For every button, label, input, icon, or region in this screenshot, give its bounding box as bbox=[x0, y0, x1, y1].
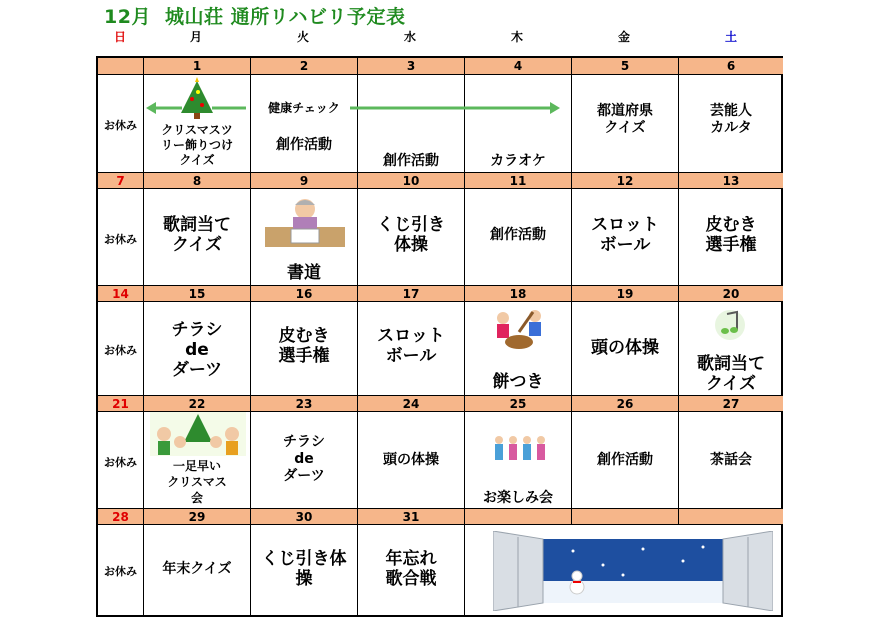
event-line: クイズ bbox=[604, 119, 646, 136]
date-cell: 1 bbox=[144, 58, 251, 75]
date-cell: 31 bbox=[358, 509, 465, 525]
weekday-wed: 水 bbox=[403, 30, 416, 44]
event-cell bbox=[144, 525, 251, 615]
date-cell: 3 bbox=[358, 58, 465, 75]
event-line: ダーツ bbox=[283, 468, 325, 484]
event-line: クイズ bbox=[706, 374, 756, 394]
event-cell bbox=[358, 412, 465, 509]
event-title: 頭の体操 bbox=[591, 338, 659, 358]
closed-label: お休み bbox=[104, 119, 137, 132]
date-cell: 27 bbox=[679, 396, 783, 412]
date-cell: 23 bbox=[251, 396, 358, 412]
event-line: ボール bbox=[385, 346, 437, 367]
date-cell: 16 bbox=[251, 286, 358, 302]
event-cell bbox=[144, 75, 251, 173]
mochi-pounding-icon bbox=[489, 308, 549, 352]
event-title: 書道 bbox=[287, 263, 321, 283]
date-cell: 9 bbox=[251, 173, 358, 189]
date-cell: 7 bbox=[98, 173, 144, 189]
date-cell: 14 bbox=[98, 286, 144, 302]
closed-label: お休み bbox=[104, 565, 137, 578]
health-check-label: 健康チェック bbox=[268, 101, 340, 115]
closed-cell bbox=[98, 525, 144, 615]
closed-cell bbox=[98, 189, 144, 286]
event-line: de bbox=[294, 451, 314, 467]
event-line: 歌合戦 bbox=[385, 569, 437, 590]
event-cell bbox=[144, 302, 251, 396]
date-cell: 29 bbox=[144, 509, 251, 525]
event-line: クイズ bbox=[179, 153, 215, 167]
date-cell bbox=[572, 509, 679, 525]
date-cell: 8 bbox=[144, 173, 251, 189]
weekday-sun: 日 bbox=[113, 30, 126, 44]
closed-cell bbox=[98, 302, 144, 396]
date-cell: 18 bbox=[465, 286, 572, 302]
image-cell bbox=[465, 525, 783, 615]
date-cell: 26 bbox=[572, 396, 679, 412]
event-line: リー飾りつけ bbox=[160, 138, 233, 152]
event-line: de bbox=[185, 340, 209, 360]
date-cell: 5 bbox=[572, 58, 679, 75]
event-cell bbox=[679, 412, 783, 509]
event-line: クリスマス bbox=[167, 475, 227, 489]
event-cell bbox=[572, 302, 679, 396]
page-title bbox=[104, 2, 406, 29]
event-line: 皮むき bbox=[278, 326, 330, 346]
event-title: 創作活動 bbox=[276, 137, 332, 153]
event-line: 芸能人 bbox=[710, 103, 752, 119]
event-title: 創作活動 bbox=[597, 452, 653, 468]
event-cell bbox=[465, 189, 572, 286]
weekday-tue: 火 bbox=[296, 30, 309, 44]
winter-window-icon bbox=[493, 531, 773, 611]
month-label: 12月 bbox=[104, 6, 151, 28]
date-cell: 13 bbox=[679, 173, 783, 189]
event-cell bbox=[465, 412, 572, 509]
event-line: くじ引き bbox=[377, 215, 445, 235]
event-line: チラシ bbox=[283, 434, 325, 450]
event-line: スロット bbox=[591, 215, 659, 235]
event-title: 創作活動 bbox=[383, 153, 439, 169]
event-line: カルタ bbox=[710, 119, 752, 136]
event-cell bbox=[251, 525, 358, 615]
date-cell: 10 bbox=[358, 173, 465, 189]
event-line: 歌詞当て bbox=[697, 354, 765, 374]
event-cell bbox=[679, 302, 783, 396]
event-title: お楽しみ会 bbox=[483, 490, 553, 506]
event-line: 一足早い bbox=[172, 459, 221, 473]
event-line: 選手権 bbox=[278, 346, 330, 367]
event-cell bbox=[465, 302, 572, 396]
date-cell: 15 bbox=[144, 286, 251, 302]
music-note-icon bbox=[715, 308, 745, 342]
date-cell: 2 bbox=[251, 58, 358, 75]
closed-cell bbox=[98, 75, 144, 173]
event-cell bbox=[251, 75, 358, 173]
date-cell bbox=[465, 509, 572, 525]
date-cell: 21 bbox=[98, 396, 144, 412]
event-title: 年末クイズ bbox=[162, 561, 232, 577]
date-cell: 30 bbox=[251, 509, 358, 525]
calligraphy-icon bbox=[265, 195, 345, 251]
event-cell bbox=[144, 412, 251, 509]
event-line: 都道府県 bbox=[597, 103, 653, 119]
event-line: 会 bbox=[190, 491, 203, 505]
event-line: くじ引き体 bbox=[261, 549, 347, 569]
event-line: クイズ bbox=[172, 235, 222, 256]
event-cell bbox=[358, 75, 465, 173]
event-line: 操 bbox=[295, 569, 313, 590]
closed-label: お休み bbox=[104, 233, 137, 246]
event-cell bbox=[251, 412, 358, 509]
event-title: カラオケ bbox=[490, 153, 546, 169]
date-cell bbox=[679, 509, 783, 525]
event-title: 茶話会 bbox=[710, 452, 752, 468]
event-cell bbox=[465, 75, 572, 173]
date-cell bbox=[98, 58, 144, 75]
event-cell bbox=[572, 412, 679, 509]
event-line: 皮むき bbox=[705, 215, 757, 235]
event-cell bbox=[679, 75, 783, 173]
event-cell bbox=[144, 189, 251, 286]
date-cell: 4 bbox=[465, 58, 572, 75]
event-cell bbox=[251, 189, 358, 286]
date-cell: 24 bbox=[358, 396, 465, 412]
date-cell: 19 bbox=[572, 286, 679, 302]
event-line: 体操 bbox=[394, 235, 428, 256]
event-title: 創作活動 bbox=[490, 227, 546, 243]
closed-cell bbox=[98, 412, 144, 509]
event-cell bbox=[358, 525, 465, 615]
right-arrow-icon bbox=[350, 101, 560, 115]
date-cell: 20 bbox=[679, 286, 783, 302]
closed-label: お休み bbox=[104, 344, 137, 357]
dancers-icon bbox=[491, 434, 547, 474]
event-line: ダーツ bbox=[171, 360, 223, 380]
schedule-title: 通所リハビリ予定表 bbox=[230, 6, 406, 28]
event-line: ボール bbox=[599, 235, 651, 256]
weekday-thu: 木 bbox=[510, 30, 523, 44]
event-cell bbox=[572, 75, 679, 173]
event-line: チラシ bbox=[171, 320, 223, 340]
left-arrow-icon bbox=[146, 101, 246, 115]
schedule-calendar bbox=[96, 56, 783, 617]
facility-name: 城山荘 bbox=[164, 6, 224, 28]
date-cell: 17 bbox=[358, 286, 465, 302]
event-title: 餅つき bbox=[492, 372, 544, 392]
event-line: クリスマスツ bbox=[161, 123, 233, 137]
date-cell: 22 bbox=[144, 396, 251, 412]
weekday-mon: 月 bbox=[189, 30, 202, 44]
christmas-party-icon bbox=[150, 412, 246, 456]
date-cell: 28 bbox=[98, 509, 144, 525]
event-title: 頭の体操 bbox=[383, 452, 439, 468]
event-cell bbox=[251, 302, 358, 396]
weekday-fri: 金 bbox=[617, 30, 630, 44]
event-cell bbox=[358, 302, 465, 396]
event-cell bbox=[572, 189, 679, 286]
closed-label: お休み bbox=[104, 456, 137, 469]
event-cell bbox=[679, 189, 783, 286]
date-cell: 6 bbox=[679, 58, 783, 75]
date-cell: 12 bbox=[572, 173, 679, 189]
date-cell: 25 bbox=[465, 396, 572, 412]
event-line: 歌詞当て bbox=[163, 215, 231, 235]
event-cell bbox=[358, 189, 465, 286]
weekday-sat: 土 bbox=[724, 30, 737, 44]
event-line: 年忘れ bbox=[385, 549, 437, 569]
event-line: スロット bbox=[377, 326, 445, 346]
date-cell: 11 bbox=[465, 173, 572, 189]
event-line: 選手権 bbox=[705, 235, 757, 256]
